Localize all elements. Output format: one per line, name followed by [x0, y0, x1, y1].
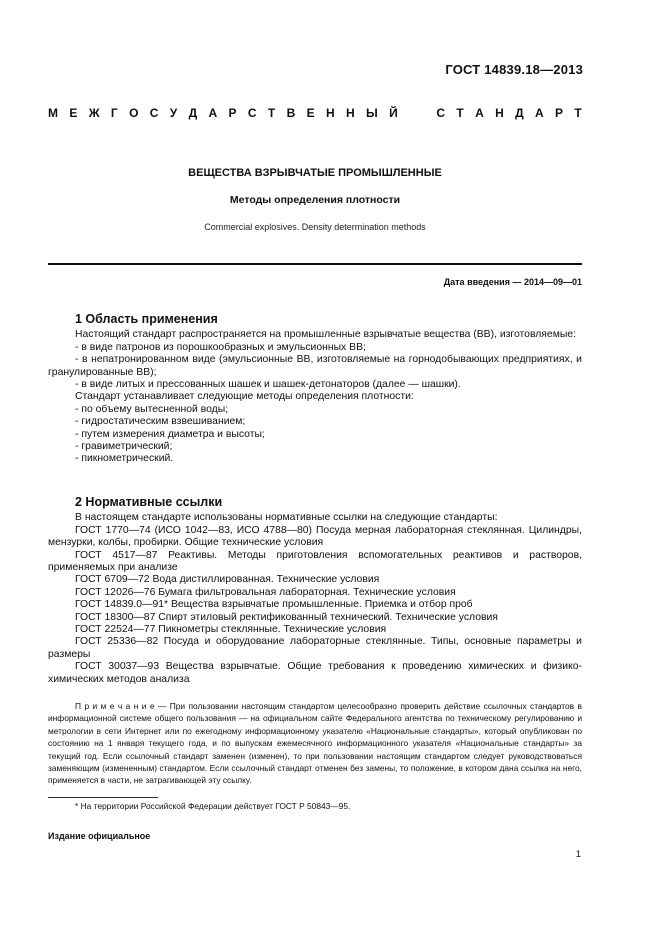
- banner-letter: Н: [495, 106, 504, 120]
- note-block: [48, 700, 582, 787]
- banner-letter: А: [208, 106, 218, 120]
- paragraph: Настоящий стандарт распространяется на промышленные взрывчатые вещества (ВВ), изготовляемые:: [75, 329, 576, 341]
- list-item: - гравиметрический;: [75, 441, 173, 453]
- banner-letter: А: [535, 106, 544, 120]
- reference-item: ГОСТ 1770—74 (ИСО 1042—83, ИСО 4788—80) Посуда мерная лабораторная стеклянная. Цилиндры, мензурки, колбы, пробирки. Общие технические условия: [48, 524, 582, 549]
- banner-letter: О: [129, 106, 139, 120]
- banner-letter: Й: [389, 106, 398, 120]
- list-item: - в виде литых и прессованных шашек и шашек-детонаторов (далее — шашки).: [75, 379, 461, 391]
- reference-item: ГОСТ 22524—77 Пикнометры стеклянные. Технические условия: [75, 624, 387, 636]
- banner-letter: Р: [555, 106, 564, 120]
- banner-letter: У: [169, 106, 178, 120]
- section-heading: 2 Нормативные ссылки: [75, 495, 223, 509]
- reference-item: ГОСТ 18300—87 Спирт этиловый ректификованный технический. Технические условия: [75, 611, 498, 623]
- banner-letter: Ж: [88, 106, 100, 120]
- banner-letter: Е: [69, 106, 78, 120]
- banner-letter: Е: [306, 106, 315, 120]
- banner-letter: Д: [515, 106, 524, 120]
- reference-item: ГОСТ 14839.0—91* Вещества взрывчатые промышленные. Приемка и отбор проб: [75, 599, 473, 611]
- official-edition-label: Издание официальное: [48, 831, 151, 841]
- list-item: - по объему вытесненной воды;: [75, 403, 229, 415]
- banner-letter: Н: [345, 106, 355, 120]
- banner-letter: Т: [574, 106, 582, 120]
- list-item: - пикнометрический.: [75, 453, 174, 465]
- list-item: - гидростатическим взвешиванием;: [75, 416, 246, 428]
- section-normative-references: [48, 496, 582, 686]
- list-item: - в непатронированном виде (эмульсионные ВВ, изготовляемые на горнодобывающих предприятиях, и гранулированные ВВ);: [48, 354, 582, 378]
- list-item: - путем измерения диаметра и высоты;: [75, 428, 265, 440]
- banner-letter: М: [48, 106, 58, 120]
- list-item: - в виде патронов из порошкообразных и эмульсионных ВВ;: [75, 341, 366, 353]
- document-number: ГОСТ 14839.18—2013: [445, 62, 583, 77]
- banner-letter: Р: [228, 106, 237, 120]
- banner-letter: Ы: [365, 106, 378, 120]
- banner-letter: В: [286, 106, 296, 120]
- introduction-date: Дата введения — 2014—09—01: [443, 277, 582, 287]
- section-scope: [48, 313, 582, 466]
- paragraph: Стандарт устанавливает следующие методы определения плотности:: [75, 391, 414, 403]
- footnote-divider: [48, 797, 158, 798]
- banner-letter: Т: [267, 106, 276, 120]
- document-subtitle: Методы определения плотности: [229, 194, 401, 206]
- page-number: 1: [575, 849, 581, 860]
- section-heading: 1 Область применения: [75, 312, 218, 326]
- interstate-standard-banner: [48, 106, 582, 120]
- reference-item: ГОСТ 25336—82 Посуда и оборудование лабораторные стеклянные. Типы, основные параметры и размеры: [48, 636, 582, 660]
- banner-letter: [409, 106, 425, 120]
- footnote: * На территории Российской Федерации действует ГОСТ Р 50843—95.: [75, 801, 351, 811]
- reference-item: ГОСТ 4517—87 Реактивы. Методы приготовления вспомогательных реактивов и растворов, применяемых при анализе: [48, 549, 582, 574]
- reference-item: ГОСТ 12026—76 Бумага фильтровальная лабораторная. Технические условия: [75, 586, 456, 598]
- paragraph: В настоящем стандарте использованы нормативные ссылки на следующие стандарты:: [75, 512, 498, 524]
- reference-item: ГОСТ 6709—72 Вода дистиллированная. Технические условия: [75, 574, 380, 586]
- banner-letter: С: [247, 106, 257, 120]
- banner-letter: Д: [188, 106, 198, 120]
- reference-item: ГОСТ 30037—93 Вещества взрывчатые. Общие требования к проведению химических и физико-химических методов анализа: [48, 661, 582, 685]
- banner-letter: А: [475, 106, 484, 120]
- banner-letter: С: [436, 106, 446, 120]
- note-text: П р и м е ч а н и е — При пользовании настоящим стандартом целесообразно проверить действие ссылочных стандартов в информационной системе общего пользования — на официальном сайте Федерального агентства по техническому регулированию и метрологии в сети Интернет или по ежегодному информационному указателю «Национальные стандарты», который опубликован по состоянию на 1 января текущего года, и по выпускам ежемесячного информационного указателя «Национальные стандарты» за текущий год. Если ссылочный стандарт заменен (изменен), то при пользовании настоящим стандартом следует руководствоваться заменяющим (измененным) стандартом. Если ссылочный стандарт отменен без замены, то положение, в котором дана ссылка на него, применяется в части, не затрагивающей эту ссылку.: [48, 701, 582, 786]
- title-divider: [48, 263, 582, 265]
- banner-letter: С: [149, 106, 159, 120]
- banner-letter: Г: [110, 106, 118, 120]
- banner-letter: Н: [325, 106, 335, 120]
- document-title-english: Commercial explosives. Density determination methods: [204, 222, 426, 232]
- document-title: ВЕЩЕСТВА ВЗРЫВЧАТЫЕ ПРОМЫШЛЕННЫЕ: [188, 167, 442, 179]
- banner-letter: Т: [456, 106, 464, 120]
